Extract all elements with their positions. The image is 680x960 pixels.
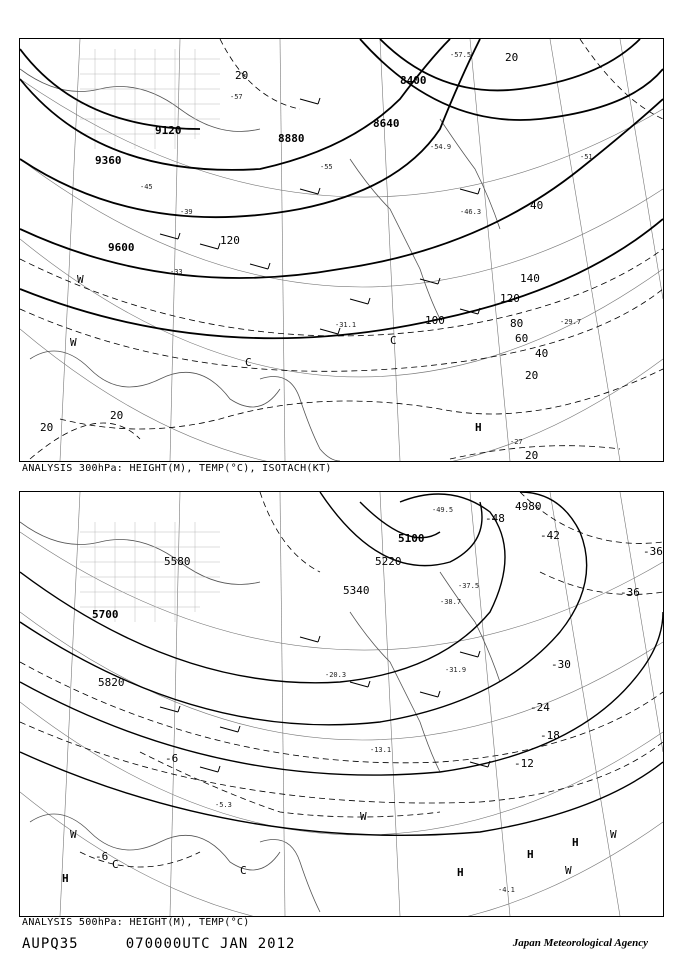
isotherm-label: -18 [540, 729, 560, 742]
isotach-label: 120 [220, 234, 240, 247]
agency-name: Japan Meteorological Agency [512, 937, 648, 949]
wind-barbs [160, 636, 490, 772]
isotach-label: 40 [530, 199, 544, 212]
isotherm-label: -42 [540, 529, 560, 542]
map-panel-300hpa [19, 38, 664, 462]
isotach-label: 20 [525, 449, 539, 461]
hatching [80, 522, 220, 622]
high-pressure-marker: H [572, 836, 579, 849]
temp-label: -57 [230, 93, 243, 101]
temp-label: -31.1 [335, 321, 357, 329]
hatching [80, 49, 220, 149]
temp-label: -39 [180, 208, 193, 216]
wind-barbs [160, 98, 480, 334]
isotherm-label: -12 [514, 757, 534, 770]
height-label: 5100 [398, 532, 425, 545]
cold-center-marker: C [240, 864, 247, 877]
map-300hpa-svg [20, 39, 663, 461]
isotach-label: 20 [40, 421, 54, 434]
high-pressure-marker: H [62, 872, 69, 885]
map-panel-500hpa [19, 491, 664, 917]
isotach-label: 80 [510, 317, 524, 330]
height-contours [20, 39, 663, 338]
isotach-label: 20 [235, 69, 249, 82]
coastline [20, 69, 500, 461]
height-label: 9120 [155, 124, 182, 137]
high-pressure-marker: H [475, 421, 482, 434]
height-label: 5700 [92, 608, 119, 621]
temp-label: -20.3 [325, 671, 347, 679]
temp-label: -55 [320, 163, 333, 171]
isotach-label: 40 [535, 347, 549, 360]
cold-center-marker: C [390, 334, 397, 347]
map-500hpa-svg [20, 492, 663, 916]
isotach-label: 20 [525, 369, 539, 382]
isotherm-label: -6 [165, 752, 179, 765]
temp-label: -13.1 [370, 746, 392, 754]
warm-center-marker: W [565, 864, 572, 877]
height-label: 5580 [164, 555, 191, 568]
temp-label: -45 [140, 183, 153, 191]
cold-center-marker: C [245, 356, 252, 369]
chart-id: AUPQ35 [22, 936, 79, 952]
warm-center-marker: W [610, 828, 617, 841]
temp-label: -49.5 [432, 506, 454, 514]
cold-center-marker: C [112, 858, 119, 871]
isotach-label: 120 [500, 292, 520, 305]
warm-center-marker: W [70, 336, 77, 349]
isotherm-label: -6 [95, 850, 109, 863]
height-label: 4980 [515, 500, 542, 513]
isotherm-label: -48 [485, 512, 505, 525]
high-pressure-marker: H [457, 866, 464, 879]
temp-label: -27 [510, 438, 523, 446]
temp-label: -57.5 [450, 51, 472, 59]
isotach-label: 140 [520, 272, 540, 285]
temp-label: -29.7 [560, 318, 582, 326]
height-label: 8400 [400, 74, 427, 87]
isotach-label: 20 [505, 51, 519, 64]
valid-time: 070000UTC JAN 2012 [125, 936, 296, 952]
height-label: 9600 [108, 241, 135, 254]
temp-label: -4.1 [498, 886, 515, 894]
caption-500hpa: ANALYSIS 500hPa: HEIGHT(M), TEMP(°C) [22, 917, 250, 928]
isotherm-label: -30 [551, 658, 571, 671]
high-pressure-marker: H [527, 848, 534, 861]
isotherm-label: -36 [620, 586, 640, 599]
height-label: 8880 [278, 132, 305, 145]
temp-label: -51 [580, 153, 593, 161]
isotach-label: 100 [425, 314, 445, 327]
temp-label: -38.7 [440, 598, 462, 606]
height-label: 5820 [98, 676, 125, 689]
isotherm-label: -24 [530, 701, 550, 714]
temp-label: -31.9 [445, 666, 467, 674]
isotach-label: 20 [110, 409, 124, 422]
isotach-label: 60 [515, 332, 529, 345]
temp-label: -46.3 [460, 208, 482, 216]
caption-300hpa: ANALYSIS 300hPa: HEIGHT(M), TEMP(°C), ISOTACH(KT) [22, 463, 332, 474]
temp-label: -37.5 [458, 582, 480, 590]
height-label: 8640 [373, 117, 400, 130]
warm-center-marker: W [70, 828, 77, 841]
isotherm-label: -36 [643, 545, 663, 558]
height-label: 5220 [375, 555, 402, 568]
temp-label: -54.9 [430, 143, 452, 151]
height-label: 5340 [343, 584, 370, 597]
warm-center-marker: W [360, 810, 367, 823]
temp-label: -33 [170, 268, 183, 276]
temp-label: -5.3 [215, 801, 232, 809]
chart-identifier [22, 936, 295, 952]
graticule [20, 492, 663, 916]
warm-center-marker: W [77, 273, 84, 286]
height-label: 9360 [95, 154, 122, 167]
